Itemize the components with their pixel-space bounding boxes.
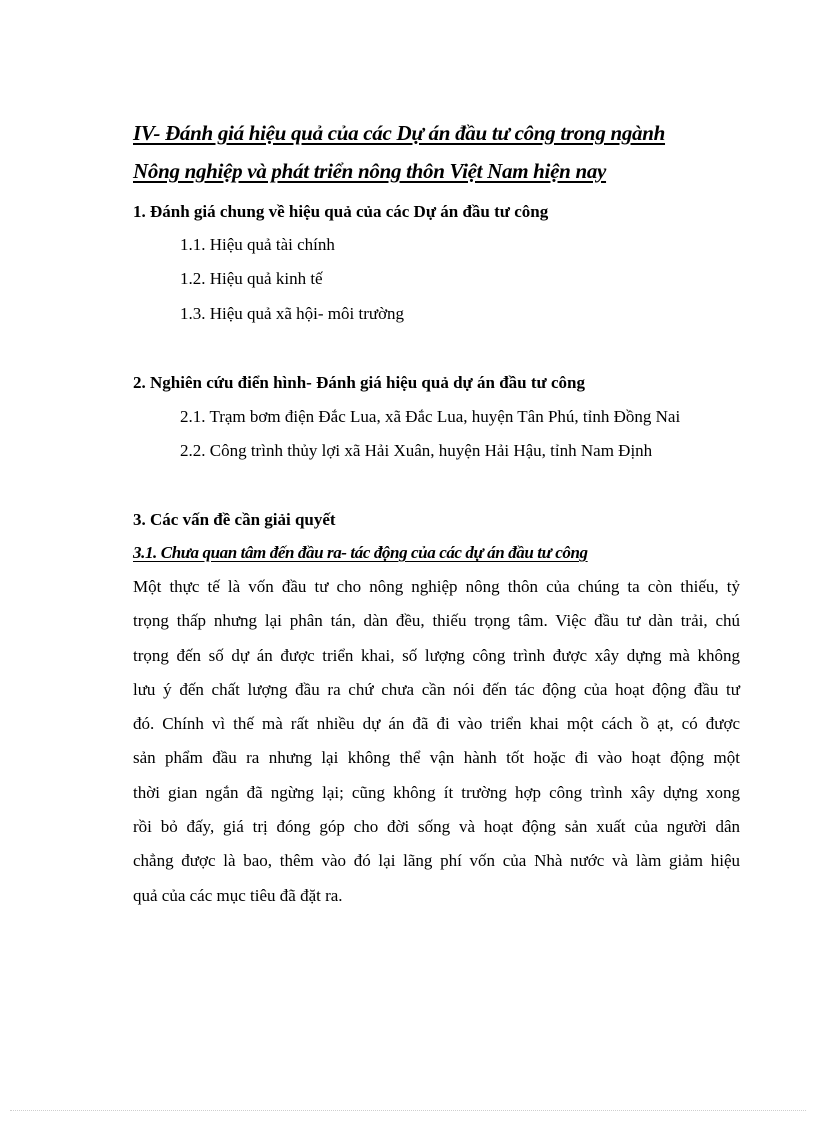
section-2-item-2: 2.2. Công trình thủy lợi xã Hải Xuân, huyện Hải Hậu, tỉnh Nam Định (180, 441, 653, 460)
paragraph-line: sản phẩm đầu ra nhưng lại không thể vận hành tốt hoặc đi vào hoạt động một (133, 748, 740, 768)
paragraph-line: thời gian ngắn đã ngừng lại; cũng không ít trường hợp công trình xây dựng xong (133, 782, 740, 802)
section-1-heading: 1. Đánh giá chung về hiệu quả của các Dự án đầu tư công (133, 202, 549, 221)
paragraph-line: lưu ý đến chất lượng đầu ra chứ chưa cần nói đến tác động của hoạt động đầu tư (133, 679, 740, 699)
section-2-item-1: 2.1. Trạm bơm điện Đắc Lua, xã Đắc Lua, huyện Tân Phú, tỉnh Đồng Nai (180, 407, 681, 426)
section-1-item-2: 1.2. Hiệu quả kinh tế (180, 269, 323, 288)
section-3-heading: 3. Các vấn đề cần giải quyết (133, 510, 336, 529)
paragraph-line: đó. Chính vì thế mà rất nhiều dự án đã đi vào triển khai một cách ồ ạt, có được (133, 714, 740, 734)
title-line-2: Nông nghiệp và phát triển nông thôn Việt Nam hiện nay (133, 159, 607, 183)
paragraph-line: chẳng được là bao, thêm vào đó lại lãng phí vốn của Nhà nước và làm giảm hiệu (133, 851, 740, 871)
paragraph-line: quả của các mục tiêu đã đặt ra. (133, 885, 343, 905)
title-line-1: IV- Đánh giá hiệu quả của các Dự án đầu tư công trong ngành (133, 121, 666, 145)
section-2-heading: 2. Nghiên cứu điển hình- Đánh giá hiệu quả dự án đầu tư công (133, 373, 585, 392)
section-1-item-1: 1.1. Hiệu quả tài chính (180, 235, 335, 254)
paragraph-line: Một thực tế là vốn đầu tư cho nông nghiệp nông thôn của chúng ta còn thiếu, tỷ (133, 577, 740, 596)
paragraph-line: rồi bỏ đấy, giá trị đóng góp cho đời sống và hoạt động sản xuất của người dân (133, 817, 740, 837)
section-1-item-3: 1.3. Hiệu quả xã hội- môi trường (180, 304, 405, 323)
page-bottom-rule (10, 1110, 806, 1111)
paragraph-line: trọng thấp nhưng lại phân tán, dàn đều, thiếu trọng tâm. Việc đầu tư dàn trải, chú (133, 611, 740, 631)
section-3-subheading: 3.1. Chưa quan tâm đến đầu ra- tác động của các dự án đầu tư công (133, 543, 588, 562)
paragraph-line: trọng đến số dự án được triển khai, số lượng công trình được xây dựng mà không (133, 645, 740, 665)
body-paragraph (133, 570, 740, 913)
